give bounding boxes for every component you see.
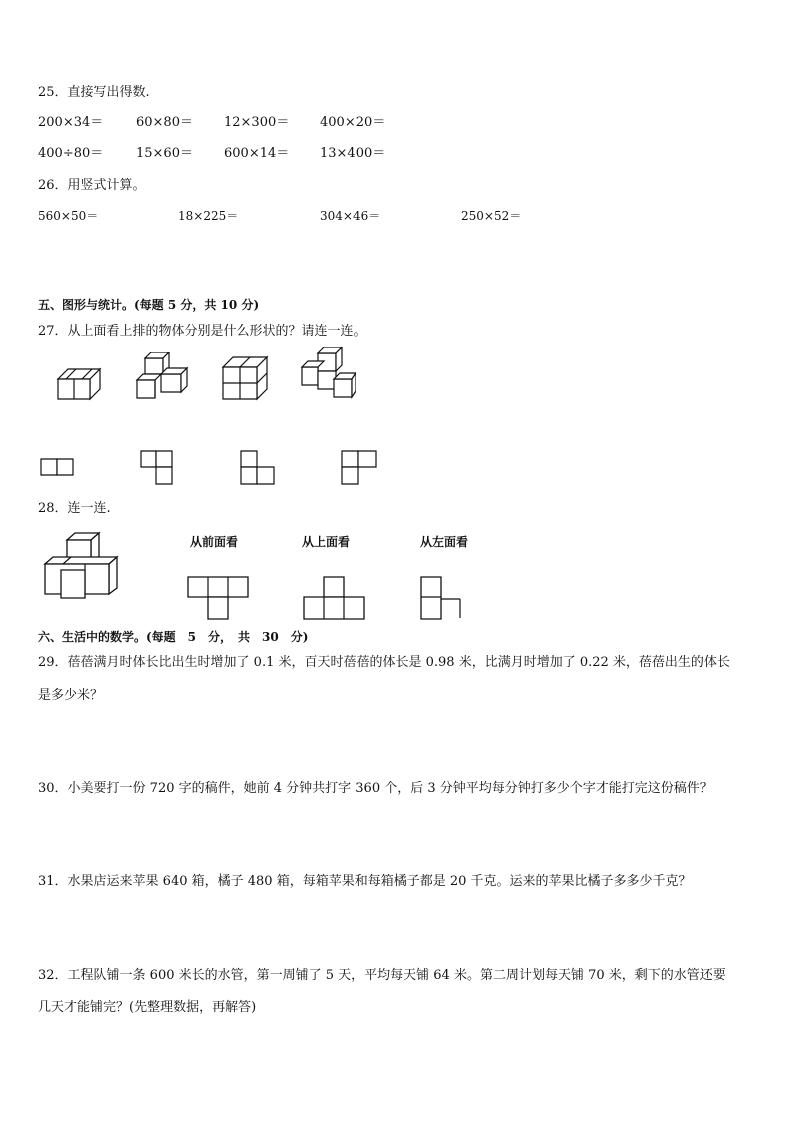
q28-view-front (186, 575, 252, 621)
q27-solid-1 (54, 365, 104, 401)
q25-title: 25．直接写出得数. (38, 85, 150, 100)
q27-view-1 (40, 458, 76, 478)
q29-line2: 是多少米？ (38, 688, 104, 703)
q26-item-3: 304×46＝ (320, 209, 381, 223)
q27-title: 27．从上面看上排的物体分别是什么形状的？请连一连。 (38, 324, 367, 339)
q27-solid-2 (135, 352, 189, 404)
q30-text: 30．小美要打一份 720 字的稿件，她前 4 分钟共打字 360 个，后 3 分钟平均每分钟打多少个字才能打完这份稿件？ (38, 781, 713, 796)
q28-label-left: 从左面看 (420, 535, 469, 549)
section5-heading: 五、图形与统计。(每题 5 分，共 10 分) (38, 298, 260, 312)
q25-r1-c2: 60×80＝ (136, 115, 193, 130)
q28-solid (41, 530, 125, 602)
q26-item-1: 560×50＝ (38, 209, 99, 223)
q25-r2-c1: 400÷80＝ (38, 146, 104, 161)
q25-r2-c3: 600×14＝ (224, 146, 290, 161)
q25-r1-c1: 200×34＝ (38, 115, 104, 130)
q31-text: 31．水果店运来苹果 640 箱，橘子 480 箱，每箱苹果和每箱橘子都是 20 千克。运来的苹果比橘子多多少千克？ (38, 874, 692, 889)
section6-heading: 六、生活中的数学。(每题 5 分， 共 30 分) (38, 630, 309, 644)
q27-solid-3 (221, 355, 271, 403)
q28-label-top: 从上面看 (302, 535, 351, 549)
q32-line2: 几天才能铺完？(先整理数据，再解答) (38, 1000, 257, 1015)
q25-r2-c4: 13×400＝ (320, 146, 386, 161)
q25-r2-c2: 15×60＝ (136, 146, 193, 161)
q25-r1-c4: 400×20＝ (320, 115, 386, 130)
q26-item-2: 18×225＝ (178, 209, 239, 223)
q27-view-4 (340, 449, 380, 487)
q32-line1: 32．工程队铺一条 600 米长的水管，第一周铺了 5 天，平均每天铺 64 米。第二周计划每天铺 70 米，剩下的水管还要 (38, 968, 726, 983)
q28-label-front: 从前面看 (190, 535, 239, 549)
q28-view-top (302, 575, 368, 621)
q28-title: 28．连一连. (38, 501, 111, 516)
q27-view-3 (239, 449, 279, 487)
q27-solid-4 (300, 347, 356, 401)
q25-r1-c3: 12×300＝ (224, 115, 290, 130)
q26-title: 26．用竖式计算。 (38, 178, 146, 193)
q28-view-left (418, 575, 464, 621)
q29-line1: 29．蓓蓓满月时体长比出生时增加了 0.1 米，百天时蓓蓓的体长是 0.98 米，比满月时增加了 0.22 米，蓓蓓出生的体长 (38, 655, 730, 670)
q27-view-2 (138, 449, 178, 487)
q26-item-4: 250×52＝ (461, 209, 522, 223)
